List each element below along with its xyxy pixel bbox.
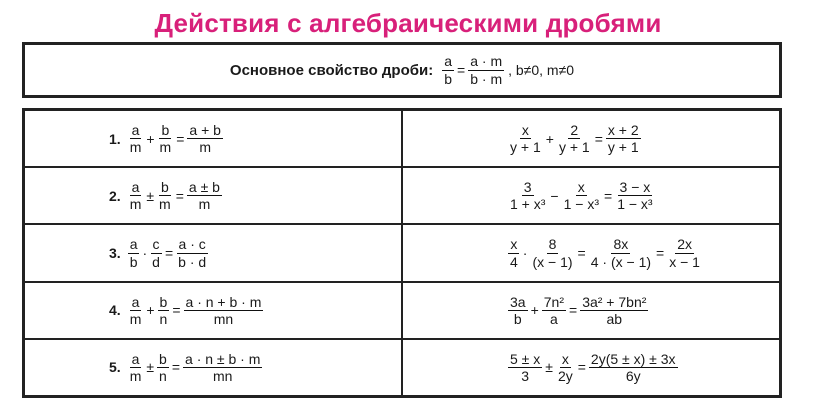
denominator: 6y <box>625 367 641 384</box>
denominator: b · d <box>178 253 207 270</box>
page-title: Действия с алгебраическими дробями <box>154 8 662 38</box>
denominator: 3 <box>521 367 530 384</box>
equals-sign: = <box>604 187 613 204</box>
numerator: a ± b <box>188 179 220 196</box>
numerator: x <box>521 122 529 138</box>
denominator: m <box>129 139 142 156</box>
fraction <box>176 236 208 269</box>
rule-formula <box>127 294 265 327</box>
denominator: mn <box>212 367 233 384</box>
numerator: b <box>159 293 168 310</box>
rules-table <box>22 108 782 398</box>
fraction <box>128 179 144 212</box>
fraction <box>508 294 528 327</box>
fraction <box>542 294 566 327</box>
fraction <box>667 236 702 269</box>
denominator: 1 + x³ <box>510 196 546 213</box>
equals-sign: = <box>577 245 586 261</box>
denominator: a <box>549 310 558 327</box>
denominator: y + 1 <box>607 139 639 156</box>
rule-row <box>25 283 401 340</box>
property-label: Основное свойство дроби: <box>229 61 434 79</box>
fraction <box>183 351 262 384</box>
rules-column <box>25 111 403 395</box>
operator: · <box>142 245 148 261</box>
denominator: 1 − x³ <box>617 196 653 213</box>
operator: + <box>545 130 554 147</box>
example-row <box>403 283 779 340</box>
numerator: b <box>160 179 169 196</box>
fraction <box>556 351 575 384</box>
denominator: mn <box>213 310 234 327</box>
numerator: 8 <box>548 236 557 253</box>
denominator: n <box>159 367 167 384</box>
operator: + <box>146 302 155 319</box>
example-formula <box>507 294 649 327</box>
denominator: b <box>129 253 138 270</box>
property-formula <box>441 53 574 86</box>
numerator: a <box>131 350 140 367</box>
fraction <box>128 236 140 269</box>
rule-number: 1. <box>109 130 121 147</box>
fraction <box>589 351 678 384</box>
numerator: a <box>129 236 138 253</box>
equals-sign: = <box>594 130 603 147</box>
equals-sign: = <box>656 245 665 261</box>
fraction <box>128 294 144 327</box>
fraction <box>157 351 169 384</box>
example-row <box>403 340 779 395</box>
rule-formula <box>127 122 224 155</box>
numerator: 2 <box>570 122 579 138</box>
numerator: a + b <box>189 122 221 138</box>
operator: ± <box>545 359 553 376</box>
denominator: n <box>159 310 168 327</box>
denominator: 4 · (x − 1) <box>590 253 652 270</box>
numerator: x <box>561 350 569 367</box>
example-formula <box>507 351 679 384</box>
equals-sign: = <box>176 130 185 147</box>
fraction <box>158 122 174 155</box>
fraction <box>508 179 547 212</box>
denominator: m <box>159 196 171 213</box>
numerator: a · m <box>470 53 503 70</box>
equals-sign: = <box>171 359 181 376</box>
numerator: a · n ± b · m <box>185 350 261 367</box>
denominator: ab <box>606 310 623 327</box>
operator: · <box>522 245 528 261</box>
operator: ± <box>146 187 155 204</box>
denominator: m <box>159 139 172 156</box>
numerator: a <box>131 293 140 310</box>
numerator: a <box>131 179 140 196</box>
equals-sign: = <box>175 187 184 204</box>
fraction <box>508 236 520 269</box>
denominator: m <box>129 310 142 327</box>
numerator: a <box>131 122 140 138</box>
numerator: 2y(5 ± x) ± 3x <box>590 350 676 367</box>
rule-number: 4. <box>109 302 121 319</box>
fraction <box>580 294 648 327</box>
example-formula <box>507 122 642 155</box>
denominator: y + 1 <box>558 139 590 156</box>
example-row <box>403 168 779 225</box>
example-row <box>403 111 779 168</box>
numerator: c <box>152 236 160 253</box>
numerator: 3a² + 7bn² <box>582 293 647 310</box>
numerator: x <box>577 179 585 196</box>
fraction <box>158 294 170 327</box>
denominator: b <box>513 310 522 327</box>
numerator: 5 ± x <box>510 350 541 367</box>
fraction <box>468 53 504 86</box>
denominator: d <box>152 253 160 270</box>
fraction <box>128 351 144 384</box>
rule-row <box>25 111 401 168</box>
denominator: y + 1 <box>510 139 541 156</box>
denominator: m <box>198 196 211 213</box>
denominator: m <box>199 139 211 156</box>
operator: + <box>146 130 155 147</box>
denominator: b <box>444 70 453 87</box>
rule-row <box>25 225 401 282</box>
operator: ± <box>146 359 155 376</box>
operator: = <box>457 62 466 78</box>
fraction <box>128 122 144 155</box>
fraction <box>508 351 542 384</box>
equals-sign: = <box>172 302 181 319</box>
denominator: x − 1 <box>669 253 700 270</box>
rule-number: 3. <box>109 245 121 261</box>
numerator: a <box>444 53 453 70</box>
operator: + <box>530 302 539 319</box>
numerator: 3 <box>523 179 532 196</box>
numerator: x <box>510 236 518 253</box>
fraction-property-box <box>22 42 782 98</box>
example-formula <box>507 236 703 269</box>
denominator: b · m <box>470 70 503 87</box>
fraction <box>184 294 264 327</box>
rule-row <box>25 168 401 225</box>
numerator: a · c <box>178 236 206 253</box>
fraction <box>530 236 574 269</box>
fraction <box>606 122 641 155</box>
fraction <box>187 122 223 155</box>
numerator: 3 − x <box>619 179 651 196</box>
numerator: b <box>159 350 167 367</box>
fraction <box>157 179 173 212</box>
example-formula <box>507 179 656 212</box>
rule-row <box>25 340 401 395</box>
rule-number: 5. <box>109 359 121 376</box>
denominator: 4 <box>510 253 518 270</box>
denominator: 1 − x³ <box>563 196 599 213</box>
fraction <box>150 236 162 269</box>
fraction <box>589 236 653 269</box>
numerator: b <box>161 122 170 138</box>
rule-formula <box>127 179 223 212</box>
denominator: m <box>129 196 142 213</box>
numerator: a · n + b · m <box>185 293 262 310</box>
denominator: (x − 1) <box>532 253 573 270</box>
fraction <box>562 179 601 212</box>
numerator: 2x <box>677 236 692 253</box>
fraction <box>442 53 454 86</box>
numerator: 7n² <box>543 293 564 310</box>
examples-column <box>403 111 779 395</box>
rule-formula <box>127 351 264 384</box>
property-condition: , b≠0, m≠0 <box>508 62 575 78</box>
numerator: 3a <box>510 293 526 310</box>
operator: − <box>550 187 559 204</box>
denominator: m <box>129 367 142 384</box>
rule-number: 2. <box>109 187 121 204</box>
fraction <box>557 122 592 155</box>
fraction <box>187 179 222 212</box>
equals-sign: = <box>577 359 586 376</box>
fraction <box>508 122 543 155</box>
equals-sign: = <box>569 302 578 319</box>
rule-formula <box>127 236 209 269</box>
numerator: x + 2 <box>607 122 639 138</box>
fraction <box>615 179 654 212</box>
example-row <box>403 225 779 282</box>
equals-sign: = <box>164 245 174 261</box>
numerator: 8x <box>613 236 629 253</box>
denominator: 2y <box>557 367 573 384</box>
